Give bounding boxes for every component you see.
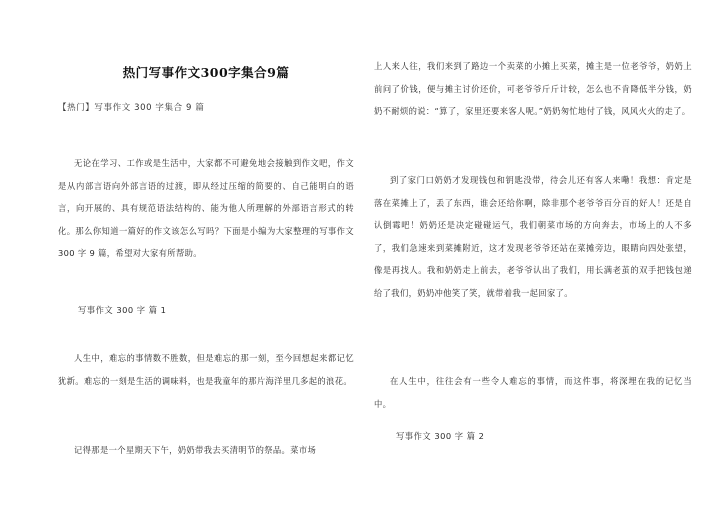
section-1-paragraph-3: 到了家门口奶奶才发现钱包和钥匙没带，待会儿还有客人来嘞！我想：肯定是落在菜摊上了，丢了东西，谁会还给你啊，除非那个老爷爷百分百的好人！还是自认倒霉吧！奶奶还是决定碰碰运气，我们朝菜市场的方向奔去，市场上的人不多了，我们急速来到菜摊附近，这才发现老爷爷还站在菜摊旁边，眼睛向四处张望，像是再找人。我和奶奶走上前去，老爷爷认出了我们，用长满老茧的双手把钱包递给了我们，奶奶冲他笑了笑，就带着我一起回家了。 [374, 175, 692, 298]
section-1-paragraph-2-continued: 上人来人往，我们来到了路边一个卖菜的小摊上买菜，摊主是一位老爷爷，奶奶上前问了价钱，便与摊主讨价还价，可老爷爷斤斤计较，怎么也不肯降低半分钱，奶奶不耐烦的说：“算了，家里还要来客人呢。”奶奶匆忙地付了钱，风风火火的走了。 [374, 61, 692, 116]
document-title: 热门写事作文300字集合9篇 [122, 65, 290, 80]
section-1-heading: 写事作文 300 字 篇 1 [78, 305, 167, 315]
intro-paragraph: 无论在学习、工作或是生活中，大家都不可避免地会接触到作文吧，作文是从内部言语向外部言语的过渡，即从经过压缩的简要的、自己能明白的语言，向开展的、具有规范语法结构的、能为他人所理解的外部语言形式的转化。那么你知道一篇好的作文该怎么写吗？下面是小编为大家整理的写事作文 300 字 9 篇，希望对大家有所帮助。 [58, 158, 354, 258]
section-2-heading: 写事作文 300 字 篇 2 [396, 431, 485, 441]
section-1-paragraph-4: 在人生中，往往会有一些令人难忘的事情，而这件事，将深埋在我的记忆当中。 [374, 376, 692, 409]
section-1-paragraph-1: 人生中，难忘的事情数不胜数，但是难忘的那一刻，至今回想起来都记忆犹新。难忘的一刻是生活的调味料，也是我童年的那片海洋里几多起的浪花。 [58, 353, 354, 386]
document-subtitle: 【热门】写事作文 300 字集合 9 篇 [58, 103, 205, 113]
section-1-paragraph-2-start: 记得那是一个星期天下午，奶奶带我去买清明节的祭品。菜市场 [74, 445, 317, 455]
